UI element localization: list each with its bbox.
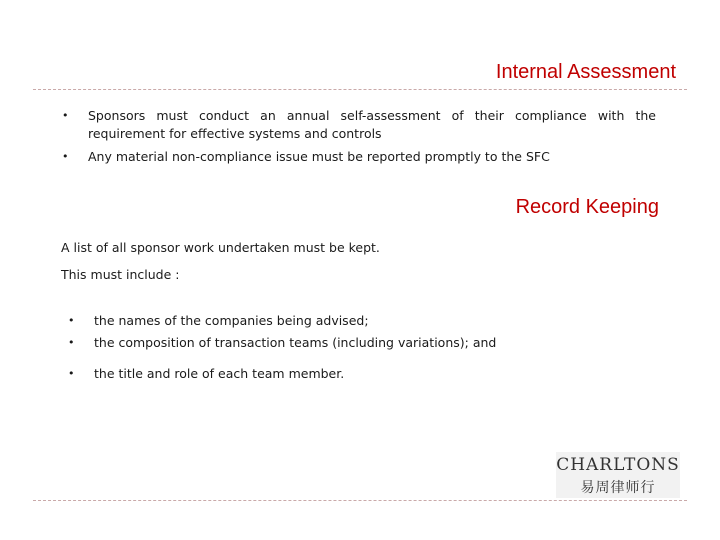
bullet-text: Sponsors must conduct an annual self-assessment of their compliance with the requirement for effective systems and controls [88, 108, 656, 141]
bullet-text: the names of the companies being advised; [94, 313, 369, 328]
intro-text: A list of all sponsor work undertaken must be kept. [61, 240, 380, 255]
bullet-icon: • [62, 109, 69, 122]
bullet-icon: • [68, 367, 75, 380]
bullet-text: the composition of transaction teams (including variations); and [94, 335, 497, 350]
section-title-internal-assessment: Internal Assessment [495, 61, 676, 83]
top-divider [33, 89, 687, 90]
bullet-text: Any material non-compliance issue must be reported promptly to the SFC [88, 149, 550, 164]
bullet-icon: • [62, 150, 69, 163]
logo-chinese-name: 易周律师行 [580, 480, 656, 496]
logo-name: CHARLTONS [556, 455, 680, 475]
include-label: This must include : [61, 267, 180, 282]
bullet-icon: • [68, 314, 75, 327]
section-title-record-keeping: Record Keeping [515, 196, 659, 218]
charltons-logo [556, 452, 680, 498]
bullet-icon: • [68, 336, 75, 349]
bullet-text: the title and role of each team member. [94, 366, 345, 381]
bottom-divider [33, 500, 687, 501]
